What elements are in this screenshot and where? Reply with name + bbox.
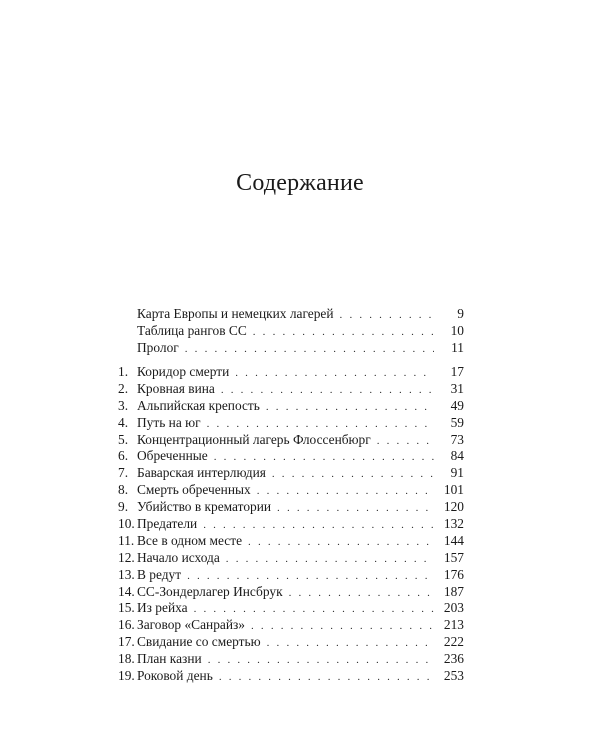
toc-entry-page: 120	[443, 499, 464, 515]
toc-entry-title: Баварская интерлюдия	[137, 465, 266, 481]
toc-entry	[118, 668, 464, 685]
toc-entry-title: Заговор «Санрайз»	[137, 617, 246, 633]
toc-leader-dots	[226, 551, 434, 568]
toc-entry-number: 6.	[118, 448, 129, 464]
toc-entry-page: 176	[443, 566, 464, 582]
toc-entry-number: 10.	[118, 516, 135, 532]
toc-entry-title: Начало исхода	[137, 549, 220, 565]
toc-entry-number: 5.	[118, 431, 129, 447]
toc-entry-number: 17.	[118, 634, 135, 650]
toc-entry	[118, 550, 464, 567]
toc-entry-number: 19.	[118, 668, 135, 684]
toc-entry-page: 31	[450, 380, 464, 396]
toc-entry-number: 4.	[118, 414, 129, 430]
toc-entry-page: 84	[450, 448, 464, 464]
toc-entry-number: 18.	[118, 651, 135, 667]
toc-entry-page: 187	[443, 583, 464, 599]
toc-entry-title: Карта Европы и немецких лагерей	[137, 306, 334, 321]
toc-entry-title: Предатели	[137, 516, 198, 532]
toc-entry-page: 17	[450, 364, 464, 379]
toc-entry-number: 3.	[118, 397, 129, 413]
toc-leader-dots	[340, 307, 434, 324]
toc-leader-dots	[203, 517, 434, 534]
toc-entry	[118, 465, 464, 482]
toc-entry-page: 157	[443, 549, 464, 565]
toc-entry-title: Пролог	[137, 339, 179, 355]
toc-entry-number: 8.	[118, 482, 129, 498]
toc-entry	[118, 651, 464, 668]
toc-entry-title: Все в одном месте	[137, 532, 243, 548]
toc-entry-number: 1.	[118, 364, 129, 379]
toc-entry-title: Коридор смерти	[137, 364, 230, 379]
toc-entry	[118, 516, 464, 533]
toc-entry-title: СС-Зондерлагер Инсбрук	[137, 583, 283, 599]
toc-entry-number: 9.	[118, 499, 129, 515]
toc-entry-title: В редут	[137, 566, 182, 582]
page-title: Содержание	[236, 170, 364, 196]
toc-entry-title: Из рейха	[137, 600, 188, 616]
toc-leader-dots	[208, 652, 434, 669]
toc-entry-page: 59	[450, 414, 464, 430]
toc-leader-dots	[251, 618, 434, 635]
toc-leader-dots	[266, 399, 434, 416]
toc-entry-title: Смерть обреченных	[137, 482, 251, 498]
toc-chapters	[118, 364, 464, 685]
toc-entry-title: Роковой день	[137, 668, 213, 684]
toc-leader-dots	[253, 324, 434, 341]
toc-leader-dots	[272, 466, 434, 483]
toc-entry-number: 16.	[118, 617, 135, 633]
toc-leader-dots	[377, 433, 434, 450]
toc-entry-page: 11	[451, 339, 464, 355]
toc-entry-page: 236	[443, 651, 464, 667]
toc-leader-dots	[289, 585, 434, 602]
toc-entry	[118, 584, 464, 601]
toc-leader-dots	[267, 635, 434, 652]
toc-entry	[118, 482, 464, 499]
toc-entry-title: Таблица рангов СС	[137, 322, 247, 338]
toc-front-matter	[118, 306, 464, 357]
toc-entry	[118, 415, 464, 432]
toc-entry	[118, 499, 464, 516]
toc-entry-page: 253	[443, 668, 464, 684]
toc-entry	[118, 567, 464, 584]
toc-entry-number: 2.	[118, 380, 129, 396]
toc-entry-page: 9	[457, 306, 464, 321]
toc-entry-number: 13.	[118, 566, 135, 582]
toc-entry-page: 49	[450, 397, 464, 413]
toc-entry	[118, 634, 464, 651]
toc-entry-page: 73	[450, 431, 464, 447]
toc-entry	[118, 617, 464, 634]
toc-entry	[118, 364, 464, 381]
toc-entry-title: Кровная вина	[137, 380, 215, 396]
toc-leader-dots	[277, 500, 434, 517]
toc-entry-title: Обреченные	[137, 448, 208, 464]
toc-entry-title: Свидание со смертью	[137, 634, 261, 650]
toc-entry	[118, 398, 464, 415]
toc-entry-page: 222	[443, 634, 464, 650]
toc-entry	[118, 340, 464, 357]
toc-entry-title: Альпийская крепость	[137, 397, 260, 413]
toc-entry-number: 7.	[118, 465, 129, 481]
toc-entry-page: 213	[443, 617, 464, 633]
toc-leader-dots	[214, 449, 434, 466]
toc-leader-dots	[219, 669, 434, 686]
toc-leader-dots	[221, 382, 434, 399]
toc-leader-dots	[185, 341, 434, 358]
toc-entry	[118, 381, 464, 398]
toc-entry-number: 14.	[118, 583, 135, 599]
toc-entry-number: 12.	[118, 549, 135, 565]
toc-leader-dots	[207, 416, 434, 433]
toc-leader-dots	[248, 534, 434, 551]
toc-entry-title: Концентрационный лагерь Флоссенбюрг	[137, 431, 371, 447]
toc-entry	[118, 323, 464, 340]
toc-entry-page: 91	[450, 465, 464, 481]
toc-entry-page: 132	[443, 516, 464, 532]
toc-entry	[118, 432, 464, 449]
toc-entry-page: 10	[450, 322, 464, 338]
toc-entry	[118, 533, 464, 550]
toc-entry-title: План казни	[137, 651, 202, 667]
toc-entry-title: Путь на юг	[137, 414, 201, 430]
toc-entry	[118, 600, 464, 617]
toc-leader-dots	[235, 365, 434, 382]
toc-leader-dots	[194, 601, 434, 618]
toc-entry-number: 15.	[118, 600, 135, 616]
toc-leader-dots	[257, 483, 434, 500]
toc-leader-dots	[187, 568, 434, 585]
toc-entry-number: 11.	[118, 532, 135, 548]
toc-entry-page: 101	[443, 482, 464, 498]
toc-entry	[118, 448, 464, 465]
toc-entry-title: Убийство в крематории	[137, 499, 272, 515]
toc-entry-page: 203	[443, 600, 464, 616]
toc-entry	[118, 306, 464, 323]
toc-entry-page: 144	[443, 532, 464, 548]
